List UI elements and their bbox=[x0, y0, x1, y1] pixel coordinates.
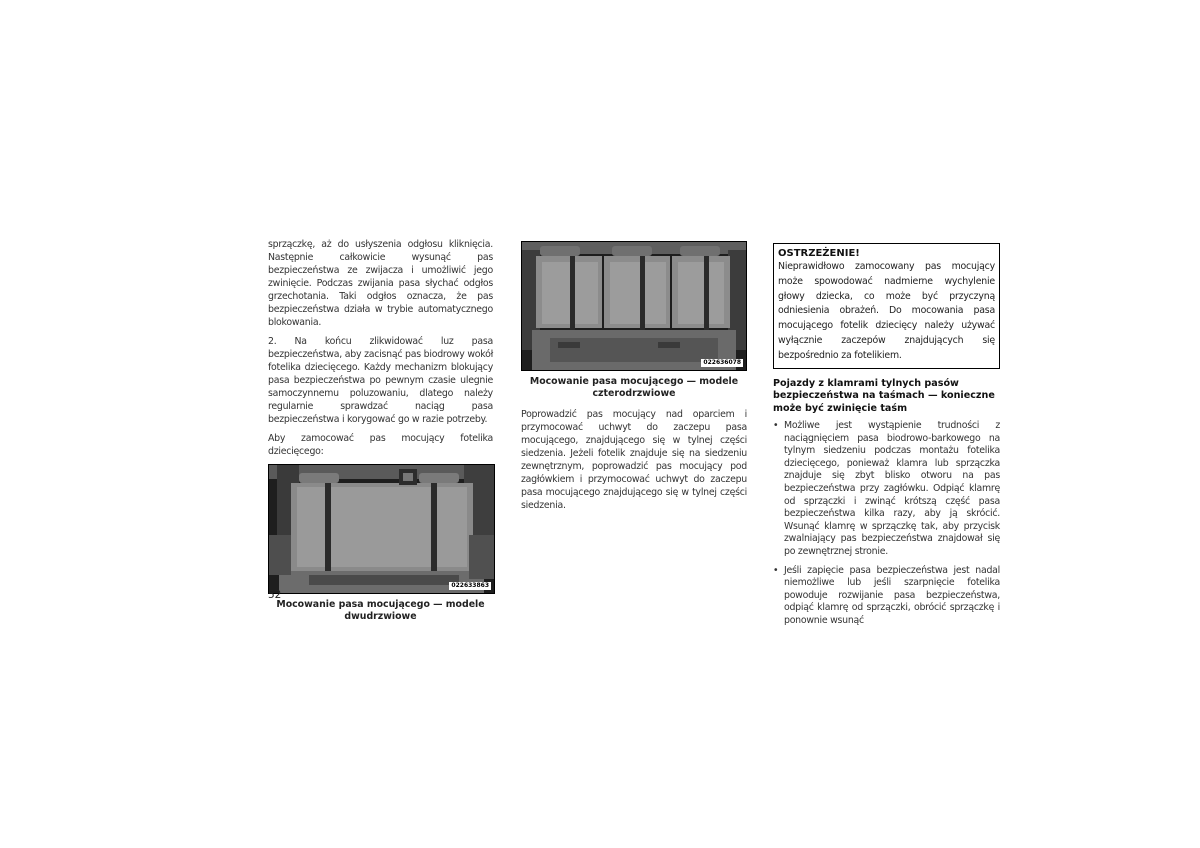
column-middle bbox=[521, 241, 747, 518]
two-door-seat-illustration bbox=[269, 465, 494, 593]
paragraph-buckle-click: sprzączkę, aż do usłyszenia odgłosu kliknięcia. Następnie całkowicie wysunąć pas bezpieczeństwa ze zwijacza i umożliwić jego zwinięcie. Podczas zwijania pasa słychać odgłos grzechotania. Taki odgłos oznacza, że pas bezpieczeństwa działa w trybie automatycznego blokowania. bbox=[268, 239, 493, 328]
bullet-icon: • bbox=[773, 420, 779, 432]
warning-box bbox=[773, 243, 1000, 369]
warning-title: OSTRZEŻENIE! bbox=[778, 248, 860, 259]
list-item bbox=[773, 420, 1000, 559]
figure-two-door-tether bbox=[268, 464, 495, 594]
paragraph-route-tether: Poprowadzić pas mocujący nad oparciem i przymocować uchwyt do zaczepu pasa mocującego, znajdującego się w tylnej części siedzenia. Jeżeli fotelik znajduje się na siedzeniu zewnętrznym, poprowadzić pas mocujący pod zagłówkiem i przymocować uchwyt do zaczepu pasa mocującego znajdującego się w tylnej części siedzenia. bbox=[521, 409, 747, 511]
bullet-icon: • bbox=[773, 564, 779, 576]
figure-code-two-door: 022633863 bbox=[451, 582, 489, 589]
warning-text: Nieprawidłowo zamocowany pas mocujący może spowodować nadmierne wychylenie głowy dziecka, co może być przyczyną odniesienia obrażeń. Do mocowania pasa mocującego fotelik dziecięcy należy używać wyłącznie zaczepów znajdujących się bezpośrednio za fotelikiem. bbox=[778, 261, 995, 361]
figure-four-door-tether bbox=[521, 241, 747, 371]
four-door-seat-illustration bbox=[522, 242, 746, 370]
section-heading-webbing: Pojazdy z klamrami tylnych pasów bezpieczeństwa na taśmach — konieczne może być zwinięcie taśm bbox=[773, 377, 995, 414]
paragraph-tether-intro: Aby zamocować pas mocujący fotelika dziecięcego: bbox=[268, 433, 493, 457]
bullet-text: Możliwe jest wystąpienie trudności z naciągnięciem pasa biodrowo-barkowego na tylnym siedzeniu podczas montażu fotelika dziecięcego, ponieważ klamra lub sprzączka znajduje się zbyt blisko otworu na pas bezpieczeństwa przy zagłówku. Odpiąć klamrę od sprzączki i zwinąć krótszą część pasa bezpieczeństwa kilka razy, aby ją skrócić. Wsunąć klamrę w sprzączkę tak, aby przycisk zwalniający pas bezpieczeństwa znajdował się po zewnętrznej stronie. bbox=[784, 420, 1000, 558]
caption-two-door: Mocowanie pasa mocującego — modele dwudrzwiowe bbox=[276, 599, 485, 622]
column-left bbox=[268, 238, 493, 623]
figure-code-four-door: 022636078 bbox=[703, 359, 741, 366]
paragraph-remove-slack: 2. Na końcu zlikwidować luz pasa bezpieczeństwa, aby zacisnąć pas biodrowy wokół fotelika dziecięcego. Każdy mechanizm blokujący pasa bezpieczeństwa po pewnym czasie ulegnie samoczynnemu poluzowaniu, dlatego należy regularnie sprawdzać naciąg pasa bezpieczeństwa i korygować go w razie potrzeby. bbox=[268, 336, 493, 425]
bullet-list bbox=[773, 420, 1000, 628]
column-right bbox=[773, 243, 1000, 634]
caption-four-door: Mocowanie pasa mocującego — modele czterodrzwiowe bbox=[529, 376, 739, 399]
page-number: 52 bbox=[268, 589, 282, 601]
bullet-text: Jeśli zapięcie pasa bezpieczeństwa jest nadal niemożliwe lub jeśli szarpnięcie fotelika powoduje rozwijanie pasa bezpieczeństwa, odpiąć klamrę od sprzączki, obrócić sprzączkę i ponownie wsunąć bbox=[784, 564, 1000, 626]
list-item bbox=[773, 565, 1000, 628]
